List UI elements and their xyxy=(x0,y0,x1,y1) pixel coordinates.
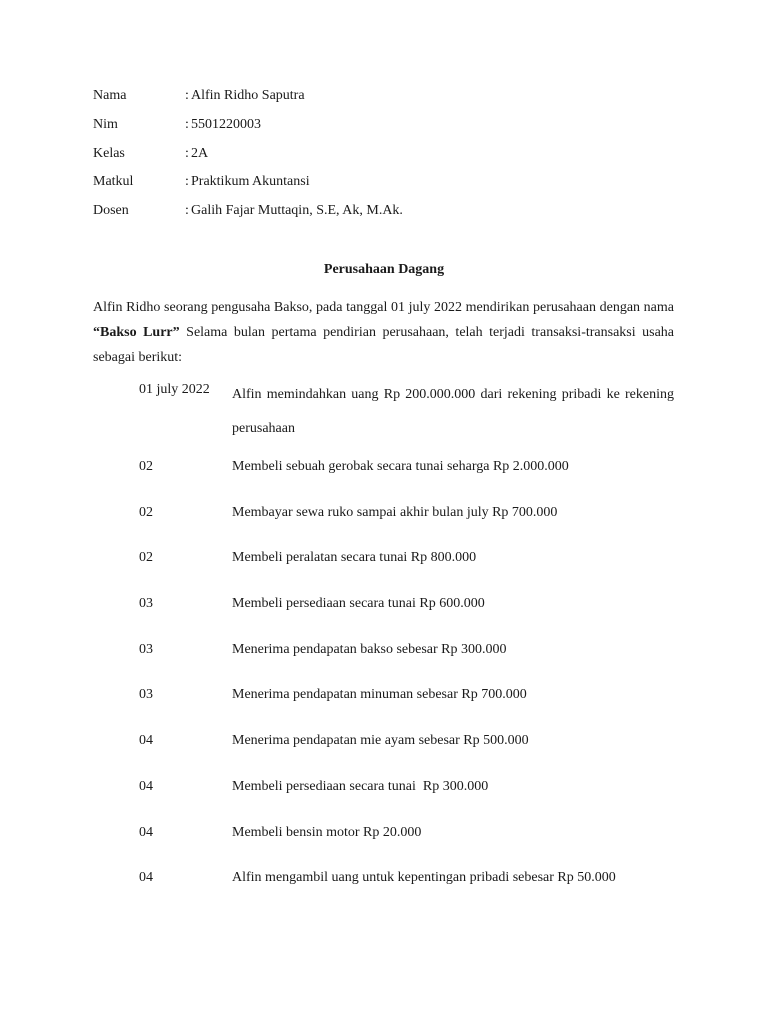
transaction-row xyxy=(139,378,674,446)
intro-text-end: Selama bulan pertama pendirian perusahaan, telah terjadi transaksi-transaksi usaha sebagai berikut: xyxy=(93,325,675,365)
info-label: Nama xyxy=(93,88,127,103)
transaction-date: 02 xyxy=(139,459,153,474)
company-name: “Bakso Lurr” xyxy=(93,325,180,340)
info-row-nama xyxy=(93,86,693,115)
transaction-date: 03 xyxy=(139,641,153,657)
info-label: Kelas xyxy=(93,145,125,161)
transaction-description: Membayar sewa ruko sampai akhir bulan july Rp 700.000 xyxy=(232,504,558,520)
transaction-row xyxy=(139,823,674,869)
transaction-row xyxy=(139,731,674,777)
info-value-kelas: 2A xyxy=(191,145,209,161)
transaction-row xyxy=(139,640,674,686)
info-row-kelas xyxy=(93,144,693,173)
transaction-description: Membeli persediaan secara tunai Rp 600.000 xyxy=(232,596,485,612)
info-label: Matkul xyxy=(93,174,134,190)
transaction-row xyxy=(139,457,674,503)
info-value-nama: Alfin Ridho Saputra xyxy=(191,88,305,103)
transaction-date: 02 xyxy=(139,550,153,566)
transaction-description: Membeli persediaan secara tunai Rp 300.000 xyxy=(232,778,489,794)
info-label: Nim xyxy=(93,116,118,132)
info-separator: : xyxy=(185,203,189,219)
transaction-date: 03 xyxy=(139,687,153,703)
transaction-description: Menerima pendapatan mie ayam sebesar Rp 500.000 xyxy=(232,733,529,749)
transaction-date: 01 july 2022 xyxy=(139,382,210,397)
transaction-date: 04 xyxy=(139,824,153,840)
transaction-date: 02 xyxy=(139,504,153,520)
transaction-description: Alfin memindahkan uang Rp 200.000.000 dari rekening pribadi ke rekening perusahaan xyxy=(232,387,674,436)
info-label: Dosen xyxy=(93,203,129,219)
transaction-date: 04 xyxy=(139,733,153,749)
transaction-date: 04 xyxy=(139,778,153,794)
info-separator: : xyxy=(185,145,189,161)
transaction-description: Membeli bensin motor Rp 20.000 xyxy=(232,824,422,840)
info-value-nim: 5501220003 xyxy=(191,116,261,132)
info-separator: : xyxy=(185,88,189,103)
info-row-matkul xyxy=(93,172,693,201)
transaction-row xyxy=(139,777,674,823)
transaction-description: Menerima pendapatan bakso sebesar Rp 300.000 xyxy=(232,641,507,657)
transaction-row xyxy=(139,548,674,594)
info-row-dosen xyxy=(93,201,693,230)
intro-paragraph xyxy=(93,295,674,370)
student-info xyxy=(93,86,693,230)
transaction-row xyxy=(139,868,674,914)
transaction-row xyxy=(139,594,674,640)
transaction-description: Membeli peralatan secara tunai Rp 800.000 xyxy=(232,550,477,566)
info-value-matkul: Praktikum Akuntansi xyxy=(191,174,310,190)
transaction-description: Alfin mengambil uang untuk kepentingan pribadi sebesar Rp 50.000 xyxy=(232,870,616,886)
transaction-row xyxy=(139,503,674,549)
info-separator: : xyxy=(185,174,189,190)
intro-text-start: Alfin Ridho seorang pengusaha Bakso, pada tanggal 01 july 2022 mendirikan perusahaan dengan nama xyxy=(93,300,674,315)
transaction-list xyxy=(139,383,674,914)
info-separator: : xyxy=(185,116,189,132)
transaction-description: Menerima pendapatan minuman sebesar Rp 700.000 xyxy=(232,687,527,703)
transaction-date: 04 xyxy=(139,870,153,886)
transaction-row xyxy=(139,685,674,731)
transaction-description: Membeli sebuah gerobak secara tunai seharga Rp 2.000.000 xyxy=(232,459,569,474)
info-value-dosen: Galih Fajar Muttaqin, S.E, Ak, M.Ak. xyxy=(191,203,403,219)
info-row-nim xyxy=(93,115,693,144)
document-title: Perusahaan Dagang xyxy=(323,262,445,277)
transaction-date: 03 xyxy=(139,596,153,612)
